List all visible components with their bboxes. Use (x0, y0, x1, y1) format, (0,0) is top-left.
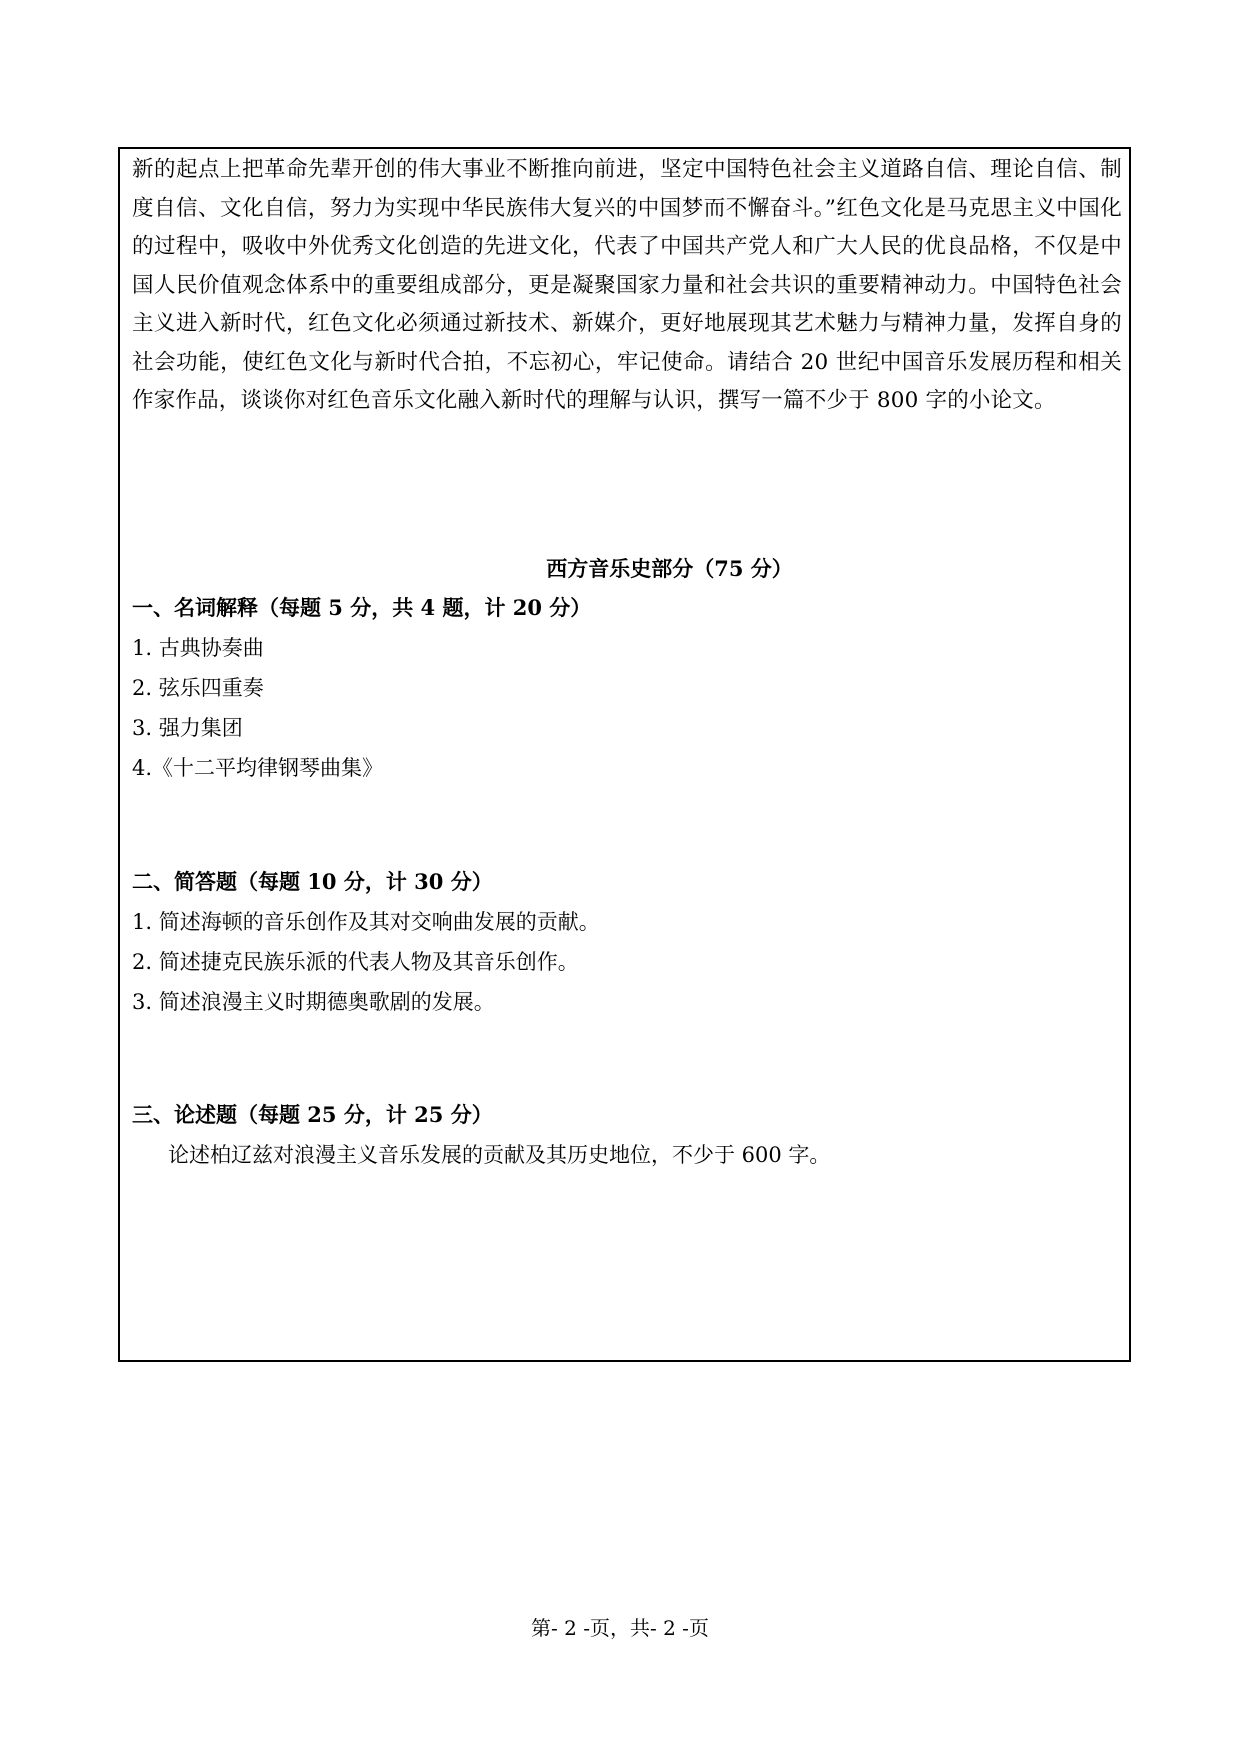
short-answer-item-2: 2. 简述捷克民族乐派的代表人物及其音乐创作。 (132, 950, 579, 974)
essay-prompt-paragraph: 新的起点上把革命先辈开创的伟大事业不断推向前进，坚定中国特色社会主义道路自信、理论自信、制度自信、文化自信，努力为实现中华民族伟大复兴的中国梦而不懈奋斗。”红色文化是马克思主义中国化的过程中，吸收中外优秀文化创造的先进文化，代表了中国共产党人和广大人民的优良品格，不仅是中国人民价值观念体系中的重要组成部分，更是凝聚国家力量和社会共识的重要精神动力。中国特色社会主义进入新时代，红色文化必须通过新技术、新媒介，更好地展现其艺术魅力与精神力量，发挥自身的社会功能，使红色文化与新时代合拍，不忘初心，牢记使命。请结合 20 世纪中国音乐发展历程和相关作家作品，谈谈你对红色音乐文化融入新时代的理解与认识，撰写一篇不少于 800 字的小论文。 (132, 157, 1122, 413)
term-item-2: 2. 弦乐四重奏 (132, 676, 264, 700)
page-number-footer: 第- 2 -页，共- 2 -页 (531, 1616, 709, 1640)
short-answer-item-1: 1. 简述海顿的音乐创作及其对交响曲发展的贡献。 (132, 910, 600, 934)
term-item-3: 3. 强力集团 (132, 716, 243, 740)
exam-question-box (118, 147, 1131, 1362)
section-title-western-music-history: 西方音乐史部分（75 分） (546, 556, 793, 581)
term-item-1: 1. 古典协奏曲 (132, 636, 264, 660)
part3-heading-essay: 三、论述题（每题 25 分，计 25 分） (132, 1102, 493, 1127)
short-answer-item-3: 3. 简述浪漫主义时期德奥歌剧的发展。 (132, 990, 495, 1014)
part1-heading-term-definitions: 一、名词解释（每题 5 分，共 4 题，计 20 分） (132, 595, 592, 620)
part2-heading-short-answer: 二、简答题（每题 10 分，计 30 分） (132, 869, 493, 894)
essay-item-1: 论述柏辽兹对浪漫主义音乐发展的贡献及其历史地位，不少于 600 字。 (168, 1143, 831, 1167)
term-item-4: 4.《十二平均律钢琴曲集》 (132, 756, 384, 780)
